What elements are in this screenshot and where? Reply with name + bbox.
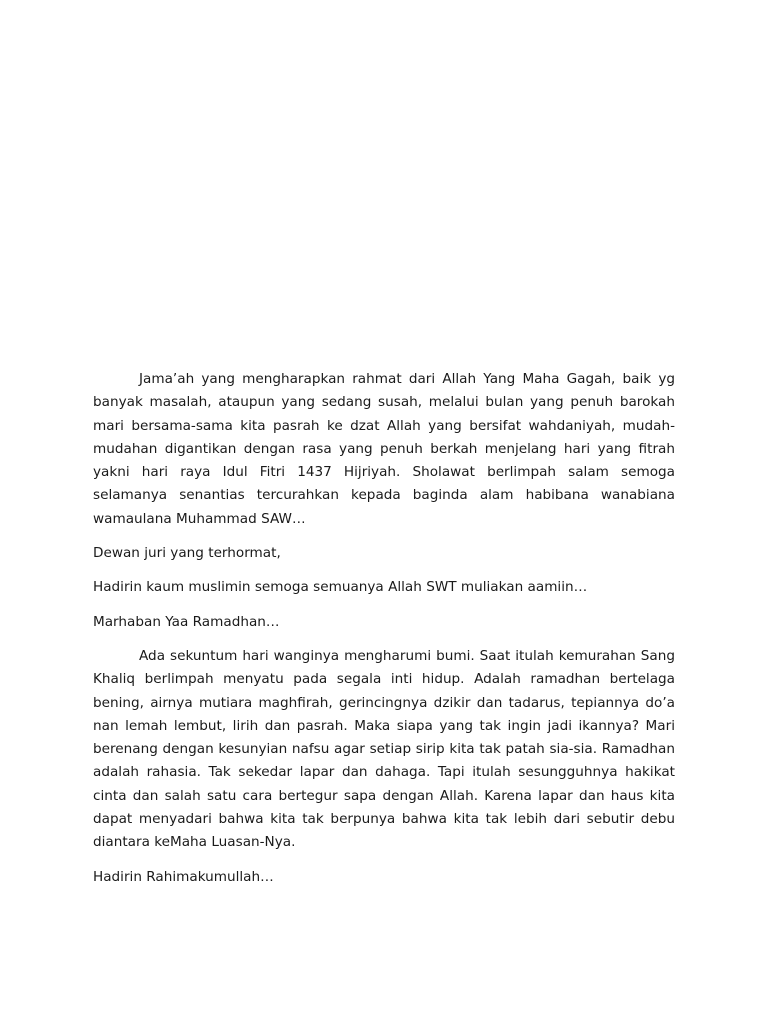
paragraph-marhaban: Marhaban Yaa Ramadhan… xyxy=(93,613,280,630)
paragraph-hadirin-rahimakumullah: Hadirin Rahimakumullah… xyxy=(93,868,274,885)
paragraph-address-judges: Dewan juri yang terhormat, xyxy=(93,545,281,562)
paragraph-address-audience: Hadirin kaum muslimin semoga semuanya Allah SWT muliakan aamiin… xyxy=(93,579,588,596)
paragraph-ramadhan-reflection: Ada sekuntum hari wanginya mengharumi bumi. Saat itulah kemurahan Sang Khaliq berlimpah menyatu pada segala inti hidup. Adalah ramadhan bertelaga bening, airnya mutiara maghfirah, gerincingnya dzikir dan tadarus, tepiannya do’a nan lemah lembut, lirih dan pasrah. Maka siapa yang tak ingin jadi ikannya? Mari berenang dengan kesunyian nafsu agar setiap sirip kita tak patah sia-sia. Ramadhan adalah rahasia. Tak sekedar lapar dan dahaga. Tapi itulah sesungguhnya hakikat cinta dan salah satu cara bertegur sapa dengan Allah. Karena lapar dan haus kita dapat menyadari bahwa kita tak berpunya bahwa kita tak lebih dari sebutir debu diantara keMaha Luasan-Nya. xyxy=(93,647,675,851)
document-body xyxy=(93,368,675,900)
paragraph-opening-greeting: Jama’ah yang mengharapkan rahmat dari Allah Yang Maha Gagah, baik yg banyak masalah, ataupun yang sedang susah, melalui bulan yang penuh barokah mari bersama-sama kita pasrah ke dzat Allah yang bersifat wahdaniyah, mudah-mudahan digantikan dengan rasa yang penuh berkah menjelang hari yang fitrah yakni hari raya Idul Fitri 1437 Hijriyah. Sholawat berlimpah salam semoga selamanya senantias tercurahkan kepada baginda alam habibana wanabiana wamaulana Muhammad SAW… xyxy=(93,371,675,527)
